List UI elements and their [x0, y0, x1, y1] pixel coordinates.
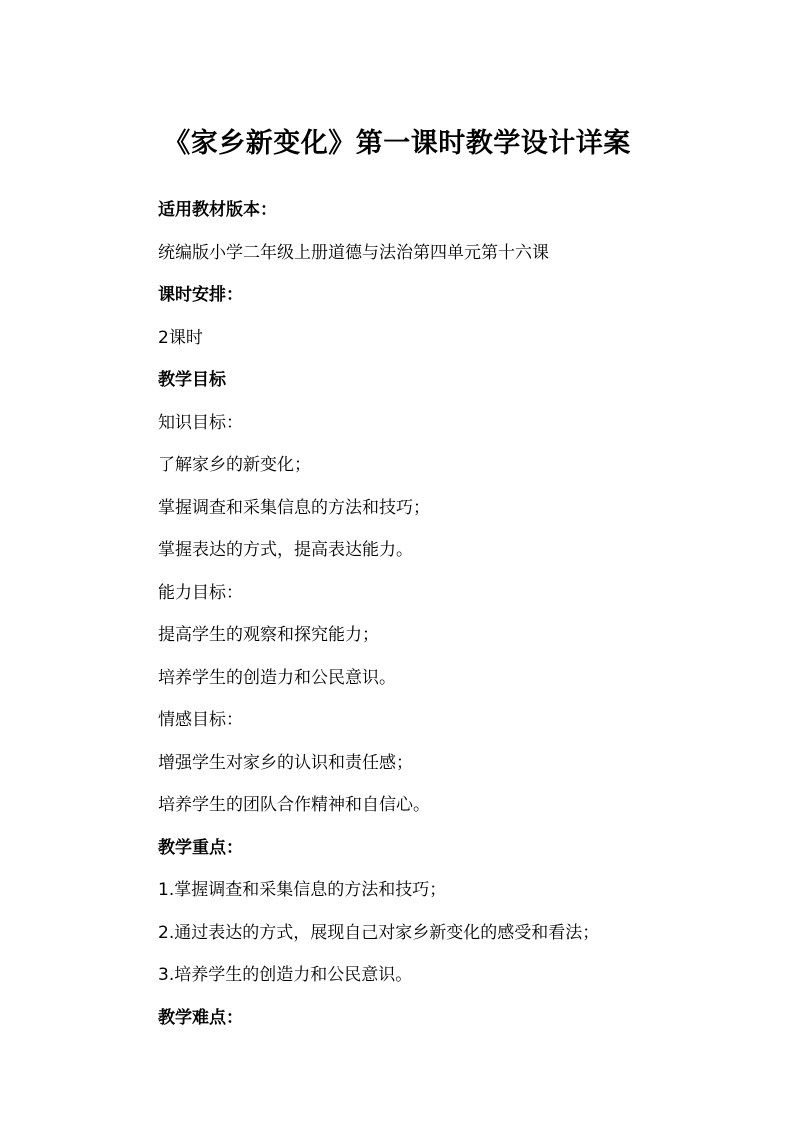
- objective-item: 培养学生的团队合作精神和自信心。: [158, 795, 430, 815]
- section-heading-objectives: 教学目标: [158, 370, 226, 390]
- subheading-knowledge-objectives: 知识目标：: [158, 413, 243, 433]
- document-title: 《家乡新变化》第一课时教学设计详案: [163, 128, 631, 159]
- section-heading-textbook-version: 适用教材版本：: [158, 200, 277, 220]
- key-point-item: 1.掌握调查和采集信息的方法和技巧；: [158, 880, 447, 900]
- key-point-item: 2.通过表达的方式，展现自己对家乡新变化的感受和看法；: [158, 923, 600, 943]
- objective-item: 培养学生的创造力和公民意识。: [158, 668, 396, 688]
- textbook-version-text: 统编版小学二年级上册道德与法治第四单元第十六课: [158, 243, 549, 263]
- subheading-ability-objectives: 能力目标：: [158, 583, 243, 603]
- subheading-emotional-objectives: 情感目标：: [158, 710, 243, 730]
- objective-item: 提高学生的观察和探究能力；: [158, 625, 379, 645]
- section-heading-difficulties: 教学难点：: [158, 1008, 243, 1028]
- objective-item: 掌握表达的方式，提高表达能力。: [158, 540, 413, 560]
- section-heading-schedule: 课时安排：: [158, 285, 243, 305]
- objective-item: 掌握调查和采集信息的方法和技巧；: [158, 498, 430, 518]
- schedule-text: 2课时: [158, 328, 203, 348]
- section-heading-key-points: 教学重点：: [158, 838, 243, 858]
- objective-item: 增强学生对家乡的认识和责任感；: [158, 753, 413, 773]
- objective-item: 了解家乡的新变化；: [158, 455, 311, 475]
- key-point-item: 3.培养学生的创造力和公民意识。: [158, 965, 413, 985]
